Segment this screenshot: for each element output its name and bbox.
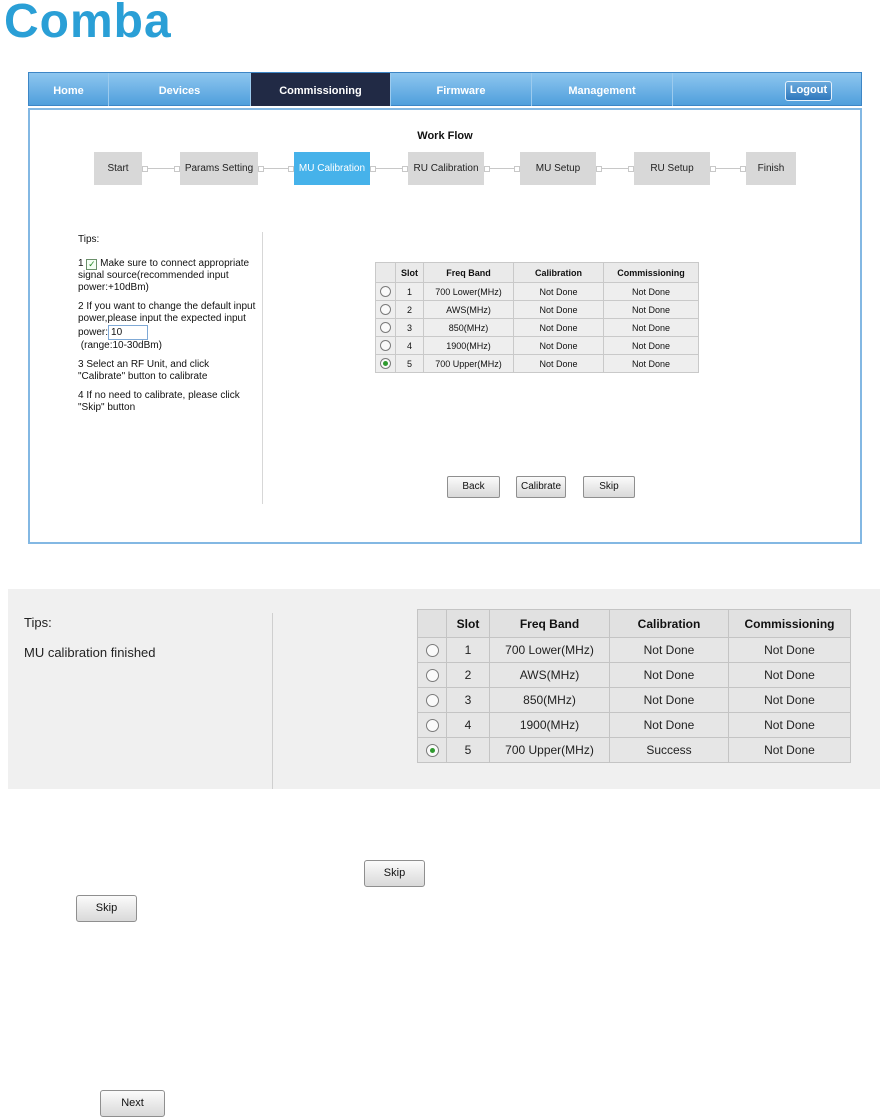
cell-calibration: Not Done xyxy=(514,337,604,355)
cell-band: 700 Lower(MHz) xyxy=(424,283,514,301)
back-button[interactable]: Back xyxy=(447,476,500,498)
calibration-finished-message: MU calibration finished xyxy=(24,645,156,660)
cell-band: 1900(MHz) xyxy=(490,713,610,738)
skip-button[interactable]: Skip xyxy=(364,860,425,887)
cell-slot: 3 xyxy=(396,319,424,337)
cell-commissioning: Not Done xyxy=(604,355,699,373)
power-range: (range:10-30dBm) xyxy=(80,340,162,351)
table-row[interactable] xyxy=(418,638,851,663)
cell-calibration: Not Done xyxy=(610,713,729,738)
col-freq-band: Freq Band xyxy=(490,610,610,638)
cell-commissioning: Not Done xyxy=(729,713,851,738)
cell-band: 700 Lower(MHz) xyxy=(490,638,610,663)
cell-commissioning: Not Done xyxy=(604,319,699,337)
cell-band: 850(MHz) xyxy=(490,688,610,713)
table-row[interactable] xyxy=(418,713,851,738)
cell-calibration: Not Done xyxy=(514,355,604,373)
table-header-row xyxy=(376,263,699,283)
tip-4: 4 If no need to calibrate, please click "Skip" button xyxy=(78,390,240,413)
calibrate-button[interactable]: Calibrate xyxy=(516,476,566,498)
tip-2 xyxy=(78,301,258,352)
tip-1-text: Make sure to connect appropriate signal source(recommended input power:+10dBm) xyxy=(78,258,250,293)
col-commissioning: Commissioning xyxy=(604,263,699,283)
cell-slot: 1 xyxy=(447,638,490,663)
cell-calibration: Not Done xyxy=(514,283,604,301)
table-row[interactable] xyxy=(418,663,851,688)
table-row[interactable] xyxy=(418,688,851,713)
col-freq-band: Freq Band xyxy=(424,263,514,283)
commissioning-panel xyxy=(28,108,862,544)
comba-logo: Comba xyxy=(4,0,172,48)
tip-2-text: 2 If you want to change the default input power,please input the expected input power: xyxy=(78,301,256,339)
col-select xyxy=(418,610,447,638)
tips-title: Tips: xyxy=(24,615,52,630)
tips-section xyxy=(78,234,258,421)
workflow-step-start: Start xyxy=(94,152,142,185)
tip-3: 3 Select an RF Unit, and click "Calibrate" button to calibrate xyxy=(78,359,210,382)
table-row[interactable] xyxy=(376,355,699,373)
row-radio[interactable] xyxy=(426,719,439,732)
rf-unit-table xyxy=(375,262,699,373)
table-row[interactable] xyxy=(376,301,699,319)
cell-calibration: Success xyxy=(610,738,729,763)
workflow-connector xyxy=(372,168,406,169)
col-slot: Slot xyxy=(447,610,490,638)
tab-devices[interactable]: Devices xyxy=(109,73,251,106)
workflow-connector xyxy=(260,168,292,169)
cell-commissioning: Not Done xyxy=(729,663,851,688)
cell-slot: 2 xyxy=(447,663,490,688)
row-radio-selected[interactable] xyxy=(380,358,391,369)
top-nav xyxy=(28,72,862,106)
connect-checkbox[interactable]: ✓ xyxy=(88,259,96,269)
next-button[interactable]: Next xyxy=(100,1090,165,1117)
tips-title: Tips: xyxy=(78,234,100,245)
workflow-connector xyxy=(598,168,632,169)
vertical-divider xyxy=(272,613,273,789)
cell-commissioning: Not Done xyxy=(604,337,699,355)
cell-slot: 1 xyxy=(396,283,424,301)
tip-1 xyxy=(78,258,258,294)
col-calibration: Calibration xyxy=(610,610,729,638)
cell-commissioning: Not Done xyxy=(729,738,851,763)
workflow-connector xyxy=(144,168,178,169)
cell-band: AWS(MHz) xyxy=(490,663,610,688)
cell-calibration: Not Done xyxy=(610,688,729,713)
workflow-step-ru-setup: RU Setup xyxy=(634,152,710,185)
row-radio[interactable] xyxy=(380,304,391,315)
row-radio[interactable] xyxy=(426,644,439,657)
tips-section xyxy=(24,614,156,674)
cell-slot: 3 xyxy=(447,688,490,713)
tab-home[interactable]: Home xyxy=(29,73,109,106)
table-row[interactable] xyxy=(376,283,699,301)
tab-management[interactable]: Management xyxy=(532,73,673,106)
table-row[interactable] xyxy=(376,319,699,337)
cell-slot: 5 xyxy=(447,738,490,763)
workflow-step-mu-calibration: MU Calibration xyxy=(294,152,370,185)
row-radio[interactable] xyxy=(380,286,391,297)
rf-unit-table xyxy=(417,609,851,763)
cell-calibration: Not Done xyxy=(610,663,729,688)
tip-1-number: 1 xyxy=(78,258,87,269)
workflow-connector xyxy=(486,168,518,169)
cell-band: AWS(MHz) xyxy=(424,301,514,319)
cell-commissioning: Not Done xyxy=(729,638,851,663)
logout-button[interactable]: Logout xyxy=(785,81,832,101)
cell-commissioning: Not Done xyxy=(604,301,699,319)
row-radio-selected[interactable] xyxy=(426,744,439,757)
col-commissioning: Commissioning xyxy=(729,610,851,638)
row-radio[interactable] xyxy=(380,322,391,333)
table-row[interactable] xyxy=(418,738,851,763)
col-calibration: Calibration xyxy=(514,263,604,283)
row-radio[interactable] xyxy=(426,694,439,707)
skip-button[interactable]: Skip xyxy=(583,476,635,498)
table-header-row xyxy=(418,610,851,638)
workflow-step-mu-setup: MU Setup xyxy=(520,152,596,185)
cell-calibration: Not Done xyxy=(514,319,604,337)
skip-button[interactable]: Skip xyxy=(76,895,137,922)
cell-slot: 2 xyxy=(396,301,424,319)
row-radio[interactable] xyxy=(380,340,391,351)
workflow-step-ru-calibration: RU Calibration xyxy=(408,152,484,185)
tab-commissioning[interactable]: Commissioning xyxy=(251,73,391,106)
row-radio[interactable] xyxy=(426,669,439,682)
workflow-connector xyxy=(712,168,744,169)
cell-band: 700 Upper(MHz) xyxy=(424,355,514,373)
col-slot: Slot xyxy=(396,263,424,283)
calibration-result-screenshot xyxy=(8,589,880,789)
cell-band: 700 Upper(MHz) xyxy=(490,738,610,763)
cell-slot: 4 xyxy=(447,713,490,738)
workflow-step-finish: Finish xyxy=(746,152,796,185)
cell-band: 1900(MHz) xyxy=(424,337,514,355)
cell-calibration: Not Done xyxy=(514,301,604,319)
cell-calibration: Not Done xyxy=(610,638,729,663)
tab-firmware[interactable]: Firmware xyxy=(391,73,532,106)
table-row[interactable] xyxy=(376,337,699,355)
cell-band: 850(MHz) xyxy=(424,319,514,337)
cell-commissioning: Not Done xyxy=(729,688,851,713)
calibration-screenshot xyxy=(28,72,862,546)
col-select xyxy=(376,263,396,283)
workflow-step-params-setting: Params Setting xyxy=(180,152,258,185)
vertical-divider xyxy=(262,232,263,504)
cell-commissioning: Not Done xyxy=(604,283,699,301)
input-power-field[interactable]: 10 xyxy=(108,325,148,340)
workflow-title: Work Flow xyxy=(417,130,473,142)
cell-slot: 5 xyxy=(396,355,424,373)
cell-slot: 4 xyxy=(396,337,424,355)
